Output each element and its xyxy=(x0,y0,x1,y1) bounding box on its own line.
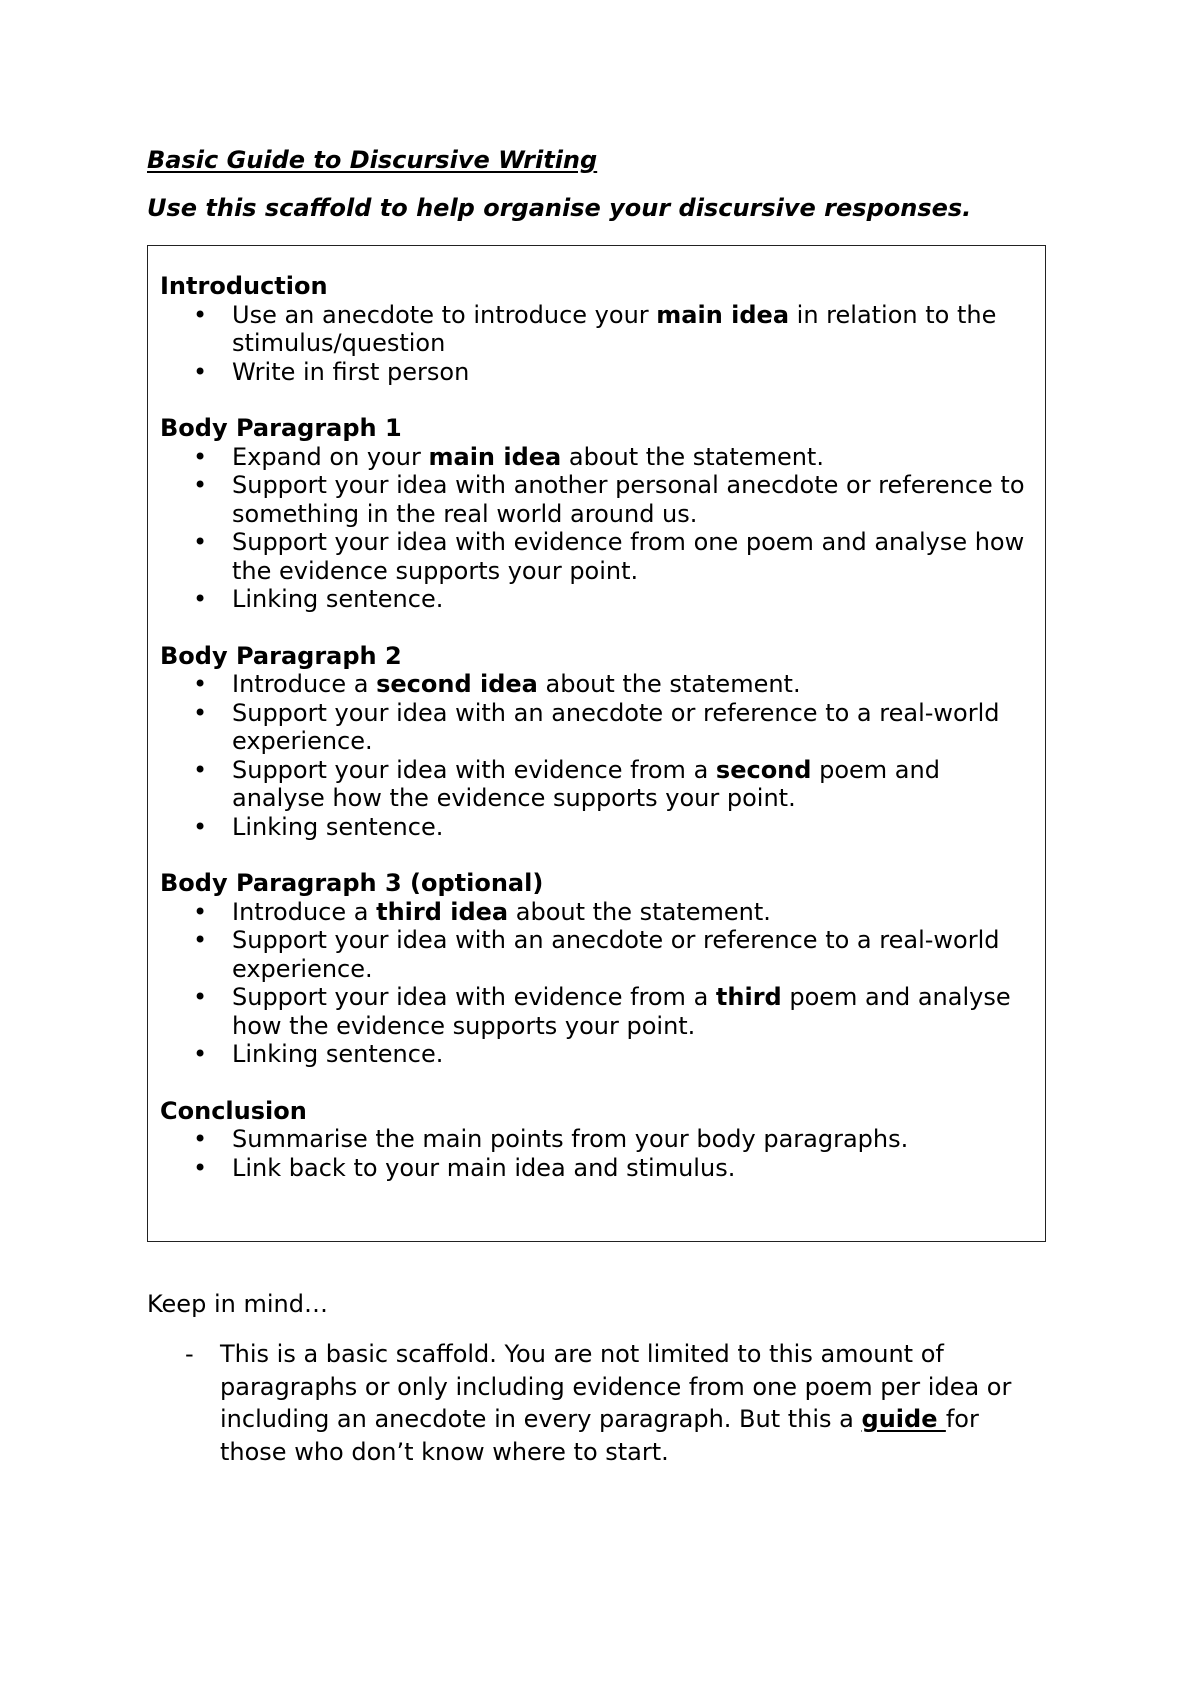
bullet-icon: • xyxy=(193,1125,208,1153)
section-heading: Introduction xyxy=(160,272,328,300)
emphasis-text: second idea xyxy=(376,670,538,698)
bullet-text: Linking sentence. xyxy=(232,812,444,841)
bullet-icon: • xyxy=(193,812,208,841)
emphasis-text: main idea xyxy=(428,442,562,471)
page-subtitle: Use this scaffold to help organise your discursive responses. xyxy=(147,194,972,222)
bullet-text: Support your idea with an anecdote or reference to a real-world experience. xyxy=(232,698,1000,755)
section-heading: Body Paragraph 3 (optional) xyxy=(160,869,544,897)
bullet-list xyxy=(160,670,1033,841)
bullet-text: about the statement. xyxy=(537,670,801,698)
bullet-item xyxy=(160,813,1033,842)
bullet-item xyxy=(160,926,1033,983)
bullet-icon: • xyxy=(193,755,208,784)
bullet-item xyxy=(160,670,1033,699)
scaffold-box xyxy=(147,245,1046,1242)
section-heading: Body Paragraph 1 xyxy=(160,414,402,442)
bullet-text: Use an anecdote to introduce your xyxy=(232,300,657,329)
bullet-item xyxy=(160,699,1033,756)
bullet-text: about the statement. xyxy=(508,897,771,926)
bullet-item xyxy=(160,1040,1033,1069)
bullet-item xyxy=(160,358,1033,387)
bullet-item xyxy=(160,898,1033,927)
bullet-icon: • xyxy=(193,528,208,556)
bullet-text: Support your idea with evidence from a xyxy=(232,755,716,784)
bullet-text: in relation to the stimulus/question xyxy=(232,300,997,357)
section-body-paragraph-3-optional xyxy=(160,869,1033,1069)
bullet-list xyxy=(160,443,1033,614)
section-heading: Conclusion xyxy=(160,1096,307,1125)
bullet-icon: • xyxy=(193,471,208,499)
emphasis-text: main idea xyxy=(656,300,790,329)
guide-emphasis: guide xyxy=(861,1405,946,1433)
bullet-item xyxy=(160,1154,1033,1183)
section-heading: Body Paragraph 2 xyxy=(160,641,402,670)
section-conclusion xyxy=(160,1097,1033,1183)
bullet-text: Link back to your main idea and stimulus. xyxy=(232,1153,736,1182)
bullet-icon: • xyxy=(193,442,208,471)
bullet-text: Linking sentence. xyxy=(232,1040,444,1068)
bullet-text: poem and analyse how the evidence supports your point. xyxy=(232,755,940,812)
emphasis-text: second xyxy=(715,755,812,784)
bullet-text: Linking sentence. xyxy=(232,585,444,613)
bullet-icon: • xyxy=(193,897,208,926)
bullet-text: Support your idea with an anecdote or reference to a real-world experience. xyxy=(232,926,1000,983)
bullet-item xyxy=(160,528,1033,585)
keep-in-mind-list xyxy=(147,1338,1027,1468)
bullet-list xyxy=(160,301,1033,387)
bullet-icon: • xyxy=(193,1040,208,1068)
keep-in-mind-text-end: for those who don’t know where to start. xyxy=(220,1405,979,1466)
bullet-icon: • xyxy=(193,670,208,698)
bullet-item xyxy=(160,983,1033,1040)
section-introduction xyxy=(160,272,1033,386)
bullet-icon: • xyxy=(193,698,208,727)
keep-in-mind-text: This is a basic scaffold. You are not limited to this amount of paragraphs or only including evidence from one poem per idea or including an anecdote in every paragraph. But this a xyxy=(220,1340,1012,1433)
bullet-icon: • xyxy=(193,983,208,1011)
section-body-paragraph-2 xyxy=(160,642,1033,842)
bullet-text: poem and analyse how the evidence supports your point. xyxy=(232,983,1011,1040)
dash-marker: - xyxy=(185,1340,194,1368)
bullet-text: Expand on your xyxy=(232,442,429,471)
bullet-item xyxy=(160,756,1033,813)
bullet-item xyxy=(160,301,1033,358)
bullet-text: Write in first person xyxy=(232,357,470,386)
bullet-list xyxy=(160,1125,1033,1182)
bullet-text: Support your idea with evidence from one poem and analyse how the evidence supports your point. xyxy=(232,528,1025,585)
bullet-icon: • xyxy=(193,926,208,954)
bullet-icon: • xyxy=(193,300,208,329)
bullet-item xyxy=(160,585,1033,614)
bullet-icon: • xyxy=(193,585,208,613)
emphasis-text: third xyxy=(715,983,782,1011)
bullet-text: Introduce a xyxy=(232,897,377,926)
page-title: Basic Guide to Discursive Writing xyxy=(147,146,598,174)
bullet-icon: • xyxy=(193,357,208,386)
bullet-item xyxy=(160,471,1033,528)
bullet-list xyxy=(160,898,1033,1069)
bullet-text: about the statement. xyxy=(561,442,824,471)
keep-in-mind-item xyxy=(147,1338,1027,1468)
bullet-icon: • xyxy=(193,1153,208,1182)
bullet-item xyxy=(160,443,1033,472)
emphasis-text: third idea xyxy=(376,897,509,926)
bullet-text: Introduce a xyxy=(232,670,377,698)
keep-in-mind-label: Keep in mind… xyxy=(147,1290,328,1318)
bullet-text: Support your idea with evidence from a xyxy=(232,983,716,1011)
bullet-item xyxy=(160,1125,1033,1154)
bullet-text: Summarise the main points from your body paragraphs. xyxy=(232,1125,909,1153)
section-body-paragraph-1 xyxy=(160,414,1033,614)
bullet-text: Support your idea with another personal anecdote or reference to something in the real world around us. xyxy=(232,471,1025,528)
